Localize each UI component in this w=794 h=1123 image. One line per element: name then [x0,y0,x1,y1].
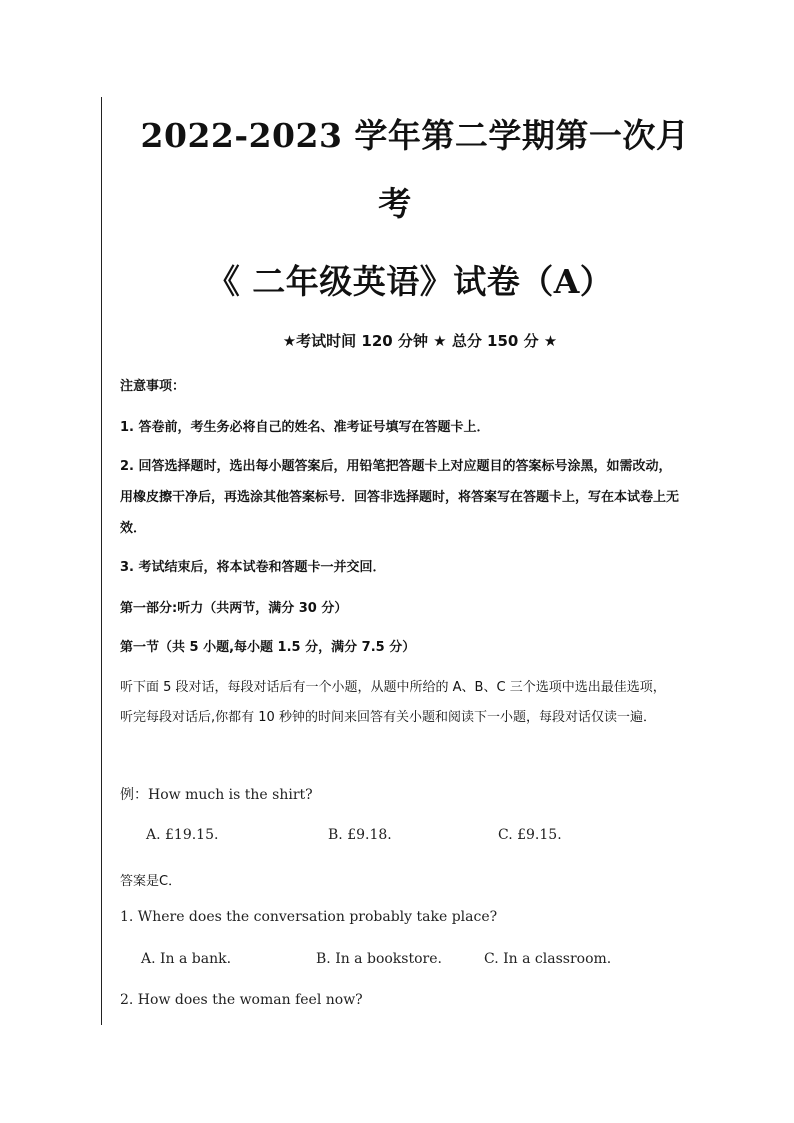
exam-title-line2: 考 [378,184,412,223]
listening-instructions: 听下面 5 段对话，每段对话后有一个小题，从题中所给的 A、B、C 三个选项中选出最佳选项， 听完每段对话后,你都有 10 秒钟的时间来回答有关小题和阅读下一小题，每段对话仅读一遍． [120,680,666,725]
notes-heading: 注意事项： [120,379,186,394]
exam-subject-title: 《 二年级英语》试卷（A） [206,262,614,301]
question-1-text: 1. Where does the conversation probably take place? [120,909,498,925]
example-answer: 答案是C． [120,874,182,889]
notes-item-2: 2. 回答选择题时，选出每小题答案后，用铅笔把答题卡上对应题目的答案标号涂黑，如需改动，用橡皮擦干净后，再选涂其他答案标号．回答非选择题时，将答案写在答题卡上，写在本试卷上无效． [120,459,680,536]
question-1-option-b: B. In a bookstore. [316,951,442,967]
binding-margin-line [101,97,102,1025]
exam-time-score-info: ★考试时间 120 分钟 ★ 总分 150 分 ★ [282,332,558,350]
exam-title-line1: 2022-2023 学年第二学期第一次月 [140,116,690,155]
notes-item-1: 1. 答卷前，考生务必将自己的姓名、准考证号填写在答题卡上． [120,420,490,435]
notes-item-3: 3. 考试结束后，将本试卷和答题卡一并交回． [120,560,386,575]
part-one-title: 第一部分:听力（共两节，满分 30 分） [120,601,348,616]
section-one-title: 第一节（共 5 小题,每小题 1.5 分，满分 7.5 分） [120,640,416,655]
example-option-c: C. £9.15. [498,827,562,843]
question-1-option-c: C. In a classroom. [484,951,612,967]
example-option-b: B. £9.18. [328,827,392,843]
question-2-text: 2. How does the woman feel now? [120,992,363,1008]
example-question: 例：How much is the shirt? [120,787,313,803]
example-option-a: A. £19.15. [146,827,219,843]
question-1-option-a: A. In a bank. [141,951,232,967]
